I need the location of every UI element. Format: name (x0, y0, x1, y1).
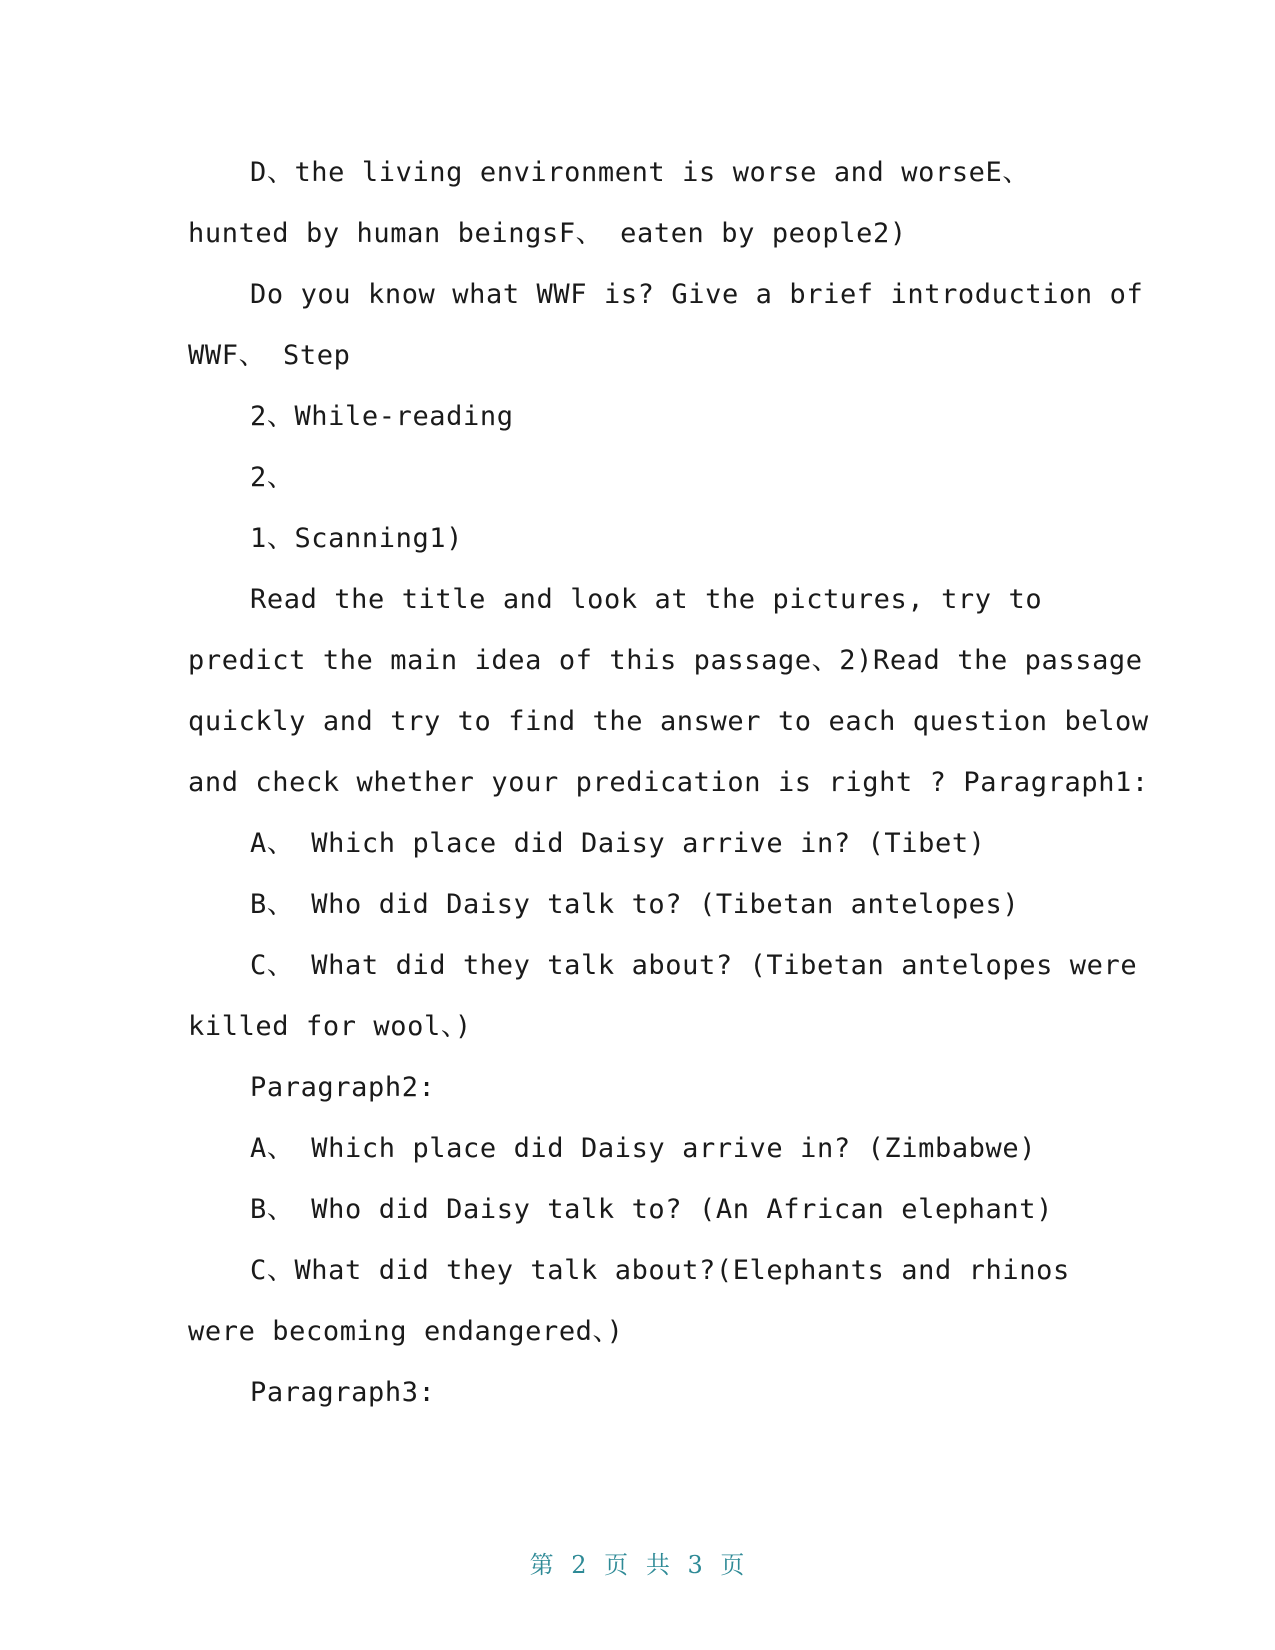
footer-total-pages: 3 (687, 1551, 704, 1579)
footer-total-unit: 页 (720, 1551, 746, 1579)
footer-page-unit: 页 (604, 1551, 630, 1579)
text-line: A、 Which place did Daisy arrive in? (Tibet) (250, 828, 986, 859)
text-line: A、 Which place did Daisy arrive in? (Zimbabwe) (250, 1133, 1037, 1164)
text-line: Paragraph2: (250, 1072, 436, 1103)
text-line: Paragraph3: (250, 1377, 436, 1408)
text-line: C、 What did they talk about? (Tibetan antelopes were (250, 950, 1138, 981)
text-line: D、the living environment is worse and worseE、 (250, 157, 1030, 188)
page-footer (0, 1545, 1275, 1580)
text-line: 2、While-reading (250, 401, 514, 432)
text-line: and check whether your predication is right ? Paragraph1: (188, 767, 1149, 798)
text-line: predict the main idea of this passage、2)Read the passage (188, 645, 1143, 676)
document-body (188, 142, 1149, 1423)
text-line: 2、 (250, 462, 295, 493)
footer-total-label: 共 (645, 1551, 671, 1579)
text-line: Do you know what WWF is? Give a brief introduction of (250, 279, 1144, 310)
text-line: WWF、 Step (188, 340, 351, 371)
footer-current-page: 2 (571, 1551, 588, 1579)
footer-prefix: 第 (529, 1551, 555, 1579)
text-line: B、 Who did Daisy talk to? (An African elephant) (250, 1194, 1053, 1225)
text-line: C、What did they talk about?(Elephants and rhinos (250, 1255, 1070, 1286)
text-line: were becoming endangered、) (188, 1316, 624, 1347)
text-line: quickly and try to find the answer to each question below (188, 706, 1149, 737)
text-line: B、 Who did Daisy talk to? (Tibetan antelopes) (250, 889, 1020, 920)
text-line: Read the title and look at the pictures, try to (250, 584, 1043, 615)
text-line: killed for wool、) (188, 1011, 472, 1042)
text-line: 1、Scanning1) (250, 523, 464, 554)
text-line: hunted by human beingsF、 eaten by people2) (188, 218, 907, 249)
